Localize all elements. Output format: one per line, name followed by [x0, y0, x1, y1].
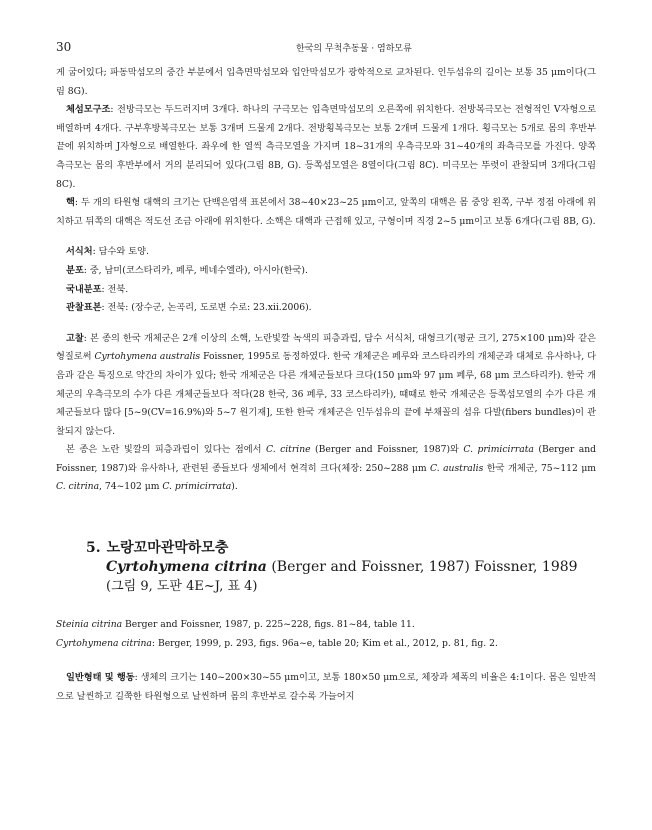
- section-references: (그림 9, 도판 4E~J, 표 4): [106, 579, 258, 595]
- nucleus-label: 핵: [66, 197, 75, 209]
- running-title: 한국의 무척추동물 · 염하모류: [296, 44, 412, 54]
- section-korean-name: 노랑꼬마관막하모충: [106, 540, 229, 557]
- section-heading: [86, 539, 596, 596]
- specimen-metadata: [56, 243, 596, 317]
- paragraph-ciliature: 체섬모구조: 전방극모는 두드러지며 3개다. 하나의 구극모는 입측면막섬모의 오른쪽에 위치한다. 전방복극모는 전형적인 V자형으로 배열하며 4개다. 구부후방복극모는 보통 3개며 드물게 2개다. 전방횡복극모는 보통 2개며 드물게 1개다. 횡극모는 5개로 몸의 후반부 끝에 위치하며 J자형으로 배열한다. 좌우에 한 열씩 측극모열을 가지며 18~31개의 우측극모와 31~40개의 좌측극모를 가진다. 양쪽 측극모는 몸의 후반부에서 거의 분리되어 있다(그림 8B, G). 등쪽섬모열은 8열이다(그림 8C). 미극모는 뚜렷이 관찰되며 3개다(그림 8C).: [56, 104, 596, 190]
- paragraph-remarks: 고찰: 본 종의 한국 개체군은 2개 이상의 소핵, 노란빛깔 녹색의 피층과립, 담수 서식처, 대형크기(평균 크기, 275×100 μm)와 같은 형질로써 Cyrtohymena australis Foissner, 1995로 동정하였다. 한국 개체군은 페루와 코스타리카의 개체군과 대체로 유사하나, 다음과 같은 특징으로 약간의 차이가 있다; 한국 개체군은 다른 개체군들보다 크다(150 μm와 97 μm 페루, 68 μm 코스타리카). 한국 개체군의 우측극모의 수가 다른 개체군들보다 적다(28 한국, 36 페루, 33 코스타리카), 때때로 한국 개체군은 등쪽섬모열의 수가 다른 개체군들보다 많다 [5~9(CV=16.9%)와 5~7 원기재], 또한 한국 개체군은 인두섬유의 끝에 부채꼴의 섬유 다발(fibers bundles)이 관찰되지 않는다.: [56, 332, 597, 437]
- distribution-line: 분포: 중, 남미(코스타리카, 페루, 베네수엘라), 아시아(한국).: [66, 264, 308, 276]
- paragraph-nucleus: 핵: 두 개의 타원형 대핵의 크기는 단백은염색 표본에서 38~40×23~25 μm이고, 앞쪽의 대핵은 몸 중앙 왼쪽, 구부 정점 아래에 위치하고 뒤쪽의 대핵은 적도선 조금 아래에 위치한다. 소핵은 대핵과 근접해 있고, 구형이며 직경 2~5 μm이고 보통 6개다(그림 8B, G).: [56, 197, 596, 227]
- section-scientific-name: Cyrtohymena citrina: [106, 559, 267, 576]
- specimen-line: 관찰표본: 전북: (장수군, 논곡리, 도로변 수로: 23.xii.2006).: [66, 302, 312, 314]
- synonym-list: [56, 616, 596, 653]
- paragraph-comparison: 본 종은 노란 빛깔의 피층과립이 있다는 점에서 C. citrine (Berger and Foissner, 1987)와 C. primicirrata (Berger and Foissner, 1987)와 유사하나, 관련된 종들보다 생체에서 현격히 크다(체장: 250~288 μm C. australis 한국 개체군, 75~112 μm C. citrina, 74~102 μm C. primicirrata).: [56, 444, 597, 493]
- page-number: 30: [56, 40, 72, 54]
- section-authority: (Berger and Foissner, 1987) Foissner, 1989: [266, 559, 578, 576]
- remarks-label: 고찰: [66, 332, 84, 344]
- ciliature-label: 체섬모구조: [66, 104, 111, 116]
- korean-distribution-line: 국내분포: 전북.: [66, 283, 129, 295]
- paragraph-pharynx: 게 굽어있다; 파동막섬모의 중간 부분에서 입측면막섬모와 입안막섬모가 광학적으로 교차된다. 인두섬유의 길이는 보통 35 μm이다(그림 8G).: [56, 67, 596, 97]
- page-header: [56, 40, 596, 64]
- paragraph-morphology: 일반형태 및 행동: 생체의 크기는 140~200×30~55 μm이고, 보통 180×50 μm으로, 체장과 체폭의 비율은 4:1이다. 몸은 일반적으로 날씬하고 길쭉한 타원형으로 날씬하며 몸의 후반부로 갈수록 가늘어지: [56, 672, 596, 702]
- section-number: 5.: [86, 540, 101, 557]
- morphology-label: 일반형태 및 행동: [66, 672, 135, 684]
- synonym-line: Steinia citrina Berger and Foissner, 1987, p. 225~228, figs. 81~84, table 11.: [56, 619, 415, 631]
- habitat-line: 서식처: 담수와 토양.: [66, 246, 149, 258]
- synonym-line: Cyrtohymena citrina: Berger, 1999, p. 293, figs. 96a~e, table 20; Kim et al., 2012, p. 81, fig. 2.: [56, 637, 498, 649]
